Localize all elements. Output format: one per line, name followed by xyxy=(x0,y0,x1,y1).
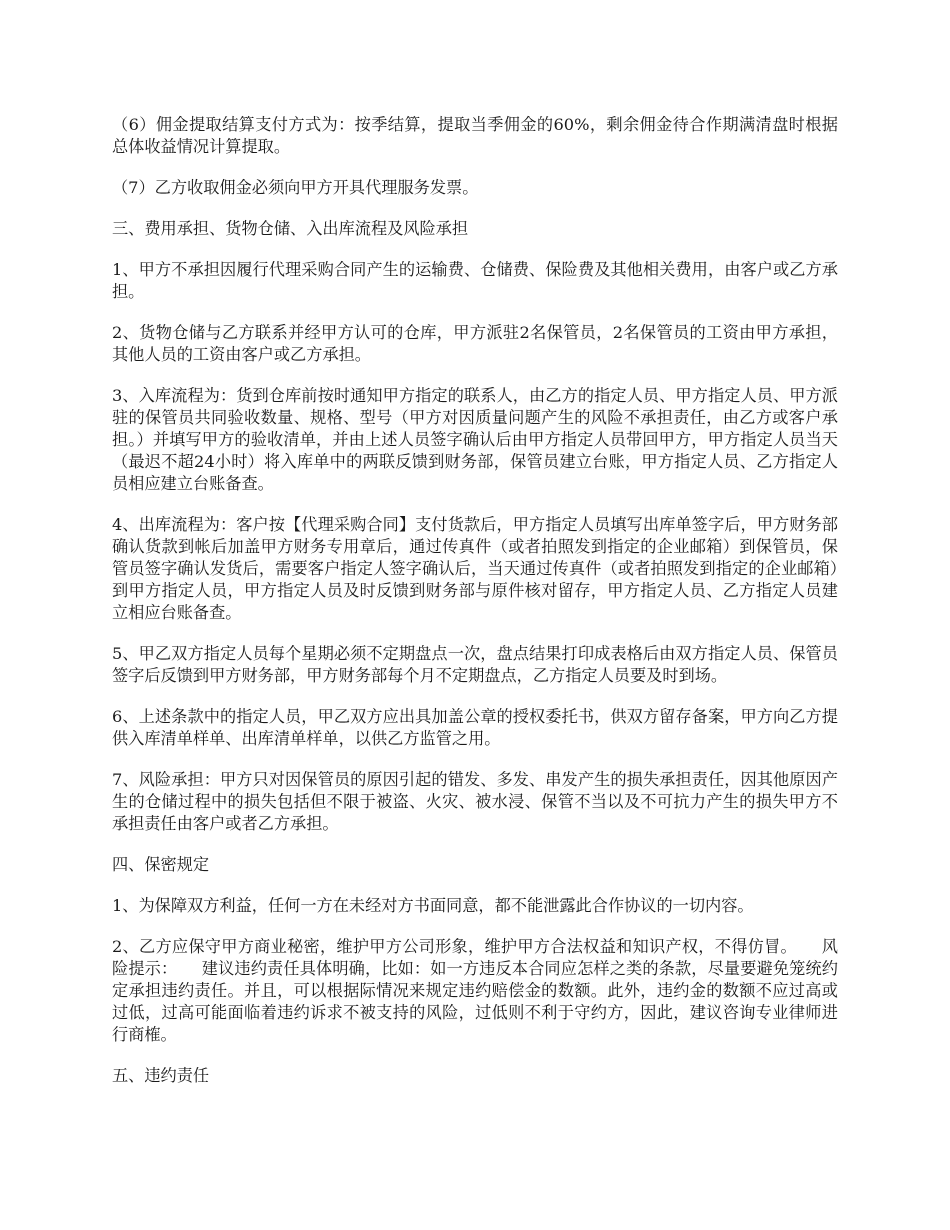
paragraph-cost-bearing: 1、甲方不承担因履行代理采购合同产生的运输费、仓储费、保险费及其他相关费用，由客户或乙方承担。 xyxy=(112,260,838,301)
paragraph-confidentiality-2: 2、乙方应保守甲方商业秘密，维护甲方公司形象，维护甲方合法权益和知识产权，不得仿冒。 风险提示： 建议违约责任具体明确，比如：如一方违反本合同应怎样之类的条款，尽量要避免笼统约定承担违约责任。并且，可以根据际情况来规定违约赔偿金的数额。此外，违约金的数额不应过高或过低，过高可能面临着违约诉求不被支持的风险，过低则不利于守约方，因此，建议咨询专业律师进行商榷。 xyxy=(112,937,838,1044)
paragraph-confidentiality-1: 1、为保障双方利益，任何一方在未经对方书面同意，都不能泄露此合作协议的一切内容。 xyxy=(112,896,754,915)
section-heading-liability: 五、违约责任 xyxy=(112,1066,210,1085)
section-heading-costs-storage: 三、费用承担、货物仓储、入出库流程及风险承担 xyxy=(112,219,469,238)
paragraph-inbound-process: 3、入库流程为：货到仓库前按时通知甲方指定的联系人，由乙方的指定人员、甲方指定人员、甲方派驻的保管员共同验收数量、规格、型号（甲方对因质量问题产生的风险不承担责任，由乙方或客户承担。）并填写甲方的验收清单，并由上述人员签字确认后由甲方指定人员带回甲方，甲方指定人员当天（最迟不超24小时）将入库单中的两联反馈到财务部，保管员建立台账，甲方指定人员、乙方指定人员相应建立台账备查。 xyxy=(112,386,838,493)
paragraph-inventory-check: 5、甲乙双方指定人员每个星期必须不定期盘点一次，盘点结果打印成表格后由双方指定人员、保管员签字后反馈到甲方财务部，甲方财务部每个月不定期盘点，乙方指定人员要及时到场。 xyxy=(112,644,838,685)
paragraph-invoice: （7）乙方收取佣金必须向甲方开具代理服务发票。 xyxy=(112,178,479,197)
document-page xyxy=(112,114,838,1106)
paragraph-outbound-process: 4、出库流程为：客户按【代理采购合同】支付货款后，甲方指定人员填写出库单签字后，甲方财务部确认货款到帐后加盖甲方财务专用章后，通过传真件（或者拍照发到指定的企业邮箱）到保管员，保管员签字确认发货后，需要客户指定人签字确认后，当天通过传真件（或者拍照发到指定的企业邮箱）到甲方指定人员，甲方指定人员及时反馈到财务部与原件核对留存，甲方指定人员、乙方指定人员建立相应台账备查。 xyxy=(112,515,838,622)
paragraph-risk-bearing: 7、风险承担：甲方只对因保管员的原因引起的错发、多发、串发产生的损失承担责任，因其他原因产生的仓储过程中的损失包括但不限于被盗、火灾、被水浸、保管不当以及不可抗力产生的损失甲方不承担责任由客户或者乙方承担。 xyxy=(112,770,838,833)
paragraph-authorization: 6、上述条款中的指定人员，甲乙双方应出具加盖公章的授权委托书，供双方留存备案，甲方向乙方提供入库清单样单、出库清单样单，以供乙方监管之用。 xyxy=(112,707,838,748)
section-heading-confidentiality: 四、保密规定 xyxy=(112,855,210,874)
paragraph-warehouse-staff: 2、货物仓储与乙方联系并经甲方认可的仓库，甲方派驻2名保管员，2名保管员的工资由甲方承担，其他人员的工资由客户或乙方承担。 xyxy=(112,323,838,364)
paragraph-commission-settlement: （6）佣金提取结算支付方式为：按季结算，提取当季佣金的60%，剩余佣金待合作期满清盘时根据总体收益情况计算提取。 xyxy=(112,115,838,156)
